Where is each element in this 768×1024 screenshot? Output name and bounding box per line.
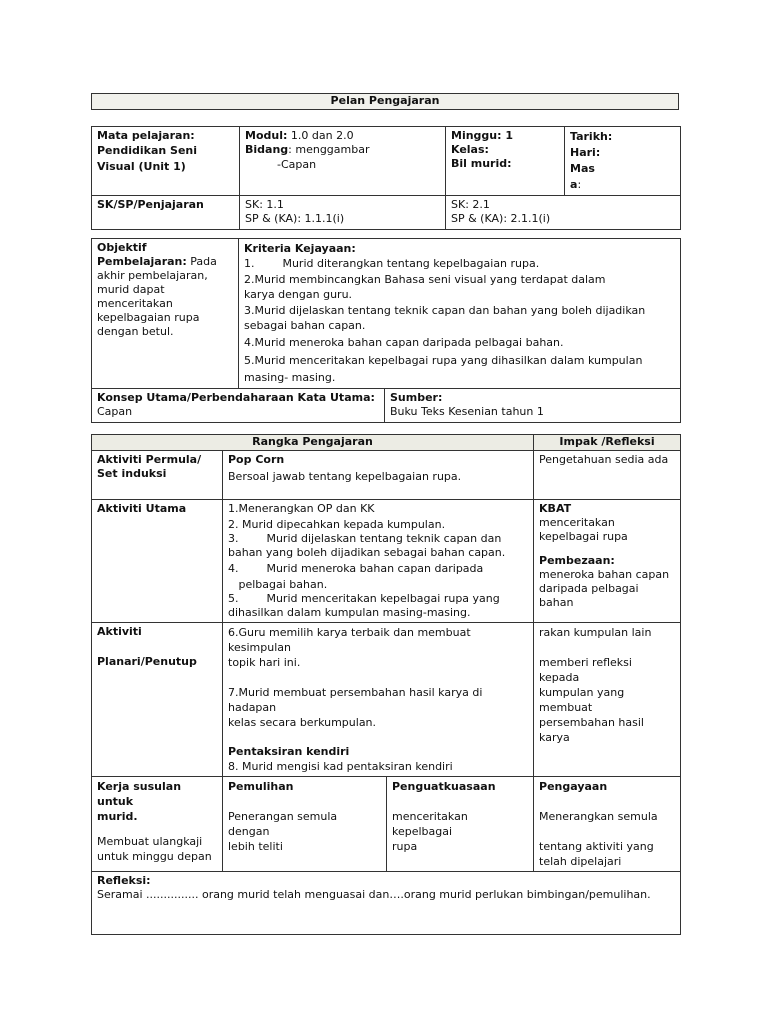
permula-label: Aktiviti Permula/ Set induksi (92, 451, 223, 500)
kerja-label-1: Kerja susulan untuk (97, 780, 182, 808)
pemulihan-2: lebih teliti (228, 840, 283, 853)
masa: Mas (570, 162, 595, 175)
sk1-cell (240, 196, 446, 230)
penutup-item: 7.Murid membuat persembahan hasil karya di hadapan (228, 686, 483, 714)
pengukuhan-label: Penguatkuasaan (392, 780, 496, 793)
sk1: SK: 1.1 (245, 198, 284, 211)
kriteria-item: 4.Murid meneroka bahan capan daripada pelbagai bahan. (244, 336, 564, 349)
utama-impact (534, 500, 681, 623)
permula-impact: Pengetahuan sedia ada (534, 451, 681, 500)
pengayaan-cell (534, 777, 681, 872)
objective-text: Pada akhir pembelajaran, murid dapat menceritakan kepelbagaian rupa dengan betul. (97, 255, 217, 338)
kerja-label-2: murid. (97, 810, 138, 823)
utama-cell (223, 500, 534, 623)
kbat-text: menceritakan kepelbagai rupa (539, 516, 628, 543)
pentaksiran-label: Pentaksiran kendiri (228, 745, 350, 758)
pembezaan-label: Pembezaan: (539, 554, 615, 567)
sk2-cell (446, 196, 681, 230)
modul-label: Modul: (245, 129, 288, 142)
refleksi-text: Seramai ............... orang murid telah menguasai dan….orang murid perlukan bimbingan/pemulihan. (97, 888, 651, 902)
minggu-cell (446, 127, 565, 196)
pengayaan-1: Menerangkan semula (539, 810, 658, 823)
objective-cell (92, 239, 239, 389)
sk2: SK: 2.1 (451, 198, 490, 211)
pengayaan-2: tentang aktiviti yang telah dipelajari (539, 840, 654, 868)
sumber-label: Sumber: (390, 391, 443, 404)
kelas: Kelas: (451, 143, 489, 156)
pengukuhan-cell (387, 777, 534, 872)
tarikh-cell (565, 127, 681, 196)
utama-item: 5. Murid menceritakan kepelbagai rupa yang dihasilkan dalam kumpulan masing-masing. (228, 592, 504, 619)
objective-label: Objektif Pembelajaran: (97, 241, 187, 268)
sk-label: SK/SP/Penjajaran (92, 196, 240, 230)
penutup-label-2: Planari/Penutup (97, 655, 197, 669)
tarikh: Tarikh: (570, 130, 613, 143)
permula-cell (223, 451, 534, 500)
bidang-label: Bidang (245, 143, 289, 157)
bil-murid: Bil murid: (451, 157, 512, 170)
kerja-label-3: Membuat ulangkaji untuk minggu depan (97, 835, 212, 863)
permula-title: Pop Corn (228, 453, 285, 466)
kerja-label (92, 777, 223, 872)
subject-label: Mata pelajaran: (97, 129, 195, 142)
kriteria-label: Kriteria Kejayaan: (244, 242, 356, 255)
kriteria-item: 1. Murid diterangkan tentang kepelbagaian rupa. (244, 257, 540, 270)
utama-label: Aktiviti Utama (92, 500, 223, 623)
refleksi-label: Refleksi: (97, 874, 151, 887)
modul-cell (240, 127, 446, 196)
page-title: Pelan Pengajaran (91, 93, 679, 110)
penutup-label (92, 623, 223, 777)
konsep-value: Capan (97, 405, 133, 419)
utama-item: 1.Menerangkan OP dan KK (228, 502, 375, 515)
plan-table (91, 434, 681, 935)
masa-suffix: a (570, 178, 578, 191)
kriteria-item: 3.Murid dijelaskan tentang teknik capan dan bahan yang boleh dijadikan sebagai bahan capan. (244, 304, 646, 332)
info-table (91, 126, 681, 230)
sumber-value: Buku Teks Kesenian tahun 1 (390, 405, 544, 419)
minggu: Minggu: 1 (451, 129, 514, 142)
utama-item: pelbagai bahan. (228, 578, 328, 591)
subject-cell (92, 127, 240, 196)
penutup-impact-4: persembahan hasil karya (539, 716, 644, 744)
refleksi-cell (92, 872, 681, 935)
sumber-cell (385, 389, 681, 423)
permula-text: Bersoal jawab tentang kepelbagaian rupa. (228, 470, 462, 484)
hari: Hari: (570, 146, 601, 159)
utama-item: 4. Murid meneroka bahan capan daripada (228, 562, 484, 575)
penutup-impact-3: kumpulan yang membuat (539, 686, 625, 714)
penutup-cell (223, 623, 534, 777)
kbat-label: KBAT (539, 502, 572, 515)
penutup-impact-1: rakan kumpulan lain (539, 626, 652, 639)
kriteria-item: 2.Murid membincangkan Bahasa seni visual yang terdapat dalam karya dengan guru. (244, 273, 606, 301)
sp1: SP & (KA): 1.1.1(i) (245, 212, 345, 226)
subject-value: Pendidikan Seni Visual (Unit 1) (97, 144, 198, 174)
penutup-item: 6.Guru memilih karya terbaik dan membuat kesimpulan (228, 626, 471, 654)
penutup-impact-2: memberi refleksi kepada (539, 656, 632, 684)
penutup-label-1: Aktiviti (97, 625, 142, 638)
masa-colon: : (577, 178, 582, 191)
header-impact: Impak /Refleksi (534, 435, 681, 451)
konsep-cell (92, 389, 385, 423)
utama-item: 3. Murid dijelaskan tentang teknik capan dan bahan yang boleh dijadikan sebagai bahan capan. (228, 532, 506, 559)
penutup-item: topik hari ini. (228, 656, 301, 669)
konsep-label: Konsep Utama/Perbendaharaan Kata Utama: (97, 391, 375, 404)
pentaksiran-text: 8. Murid mengisi kad pentaksiran kendiri (228, 760, 453, 773)
penutup-item: kelas secara berkumpulan. (228, 716, 377, 729)
bidang-sub: -Capan (277, 157, 317, 171)
pemulihan-1: Penerangan semula dengan (228, 810, 338, 838)
pemulihan-cell (223, 777, 387, 872)
header-main: Rangka Pengajaran (92, 435, 534, 451)
kriteria-cell (239, 239, 681, 389)
pemulihan-label: Pemulihan (228, 780, 294, 793)
penutup-impact (534, 623, 681, 777)
objective-table (91, 238, 681, 423)
pengukuhan-1: menceritakan kepelbagai (392, 810, 468, 838)
sp2: SP & (KA): 2.1.1(i) (451, 212, 551, 226)
modul-value: 1.0 dan 2.0 (290, 129, 354, 142)
pembezaan-text: meneroka bahan capan daripada pelbagai bahan (539, 568, 670, 609)
pengayaan-label: Pengayaan (539, 780, 608, 793)
pengukuhan-2: rupa (392, 840, 418, 853)
bidang-value: : menggambar (288, 143, 370, 157)
utama-item: 2. Murid dipecahkan kepada kumpulan. (228, 518, 446, 531)
kriteria-item: 5.Murid menceritakan kepelbagai rupa yang dihasilkan dalam kumpulan masing- masing. (244, 354, 643, 384)
